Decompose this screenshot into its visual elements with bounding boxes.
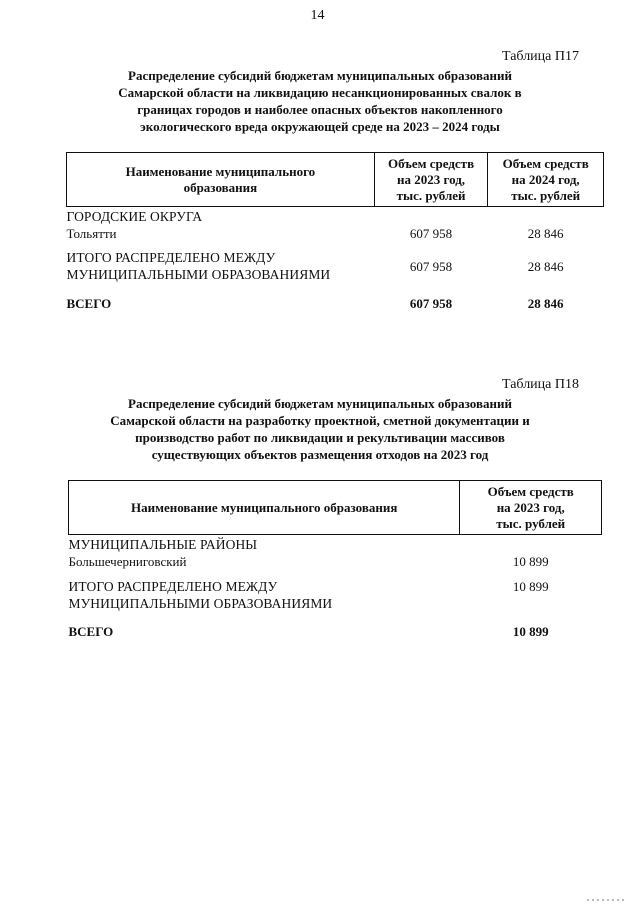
- subtotal-row: [67, 249, 604, 295]
- header-2023: Объем средств на 2023 год, тыс. рублей: [460, 481, 602, 535]
- total-row: [69, 623, 602, 640]
- total-value-2023: 10 899: [512, 624, 549, 639]
- table-row: [69, 553, 602, 578]
- table-title-p18: [60, 395, 580, 463]
- group-row: [67, 207, 604, 226]
- table-title-p17: [60, 67, 580, 135]
- subtotal-value-2024: 28 846: [527, 258, 564, 274]
- title-line: Распределение субсидий бюджетам муниципальных образований: [128, 396, 512, 411]
- total-label: ВСЕГО: [66, 296, 112, 311]
- table-label-p18: Таблица П18: [502, 377, 579, 392]
- row-value-2023: 607 958: [409, 226, 453, 241]
- table-header-row: [69, 481, 602, 535]
- subtotal-value-2023: 10 899: [512, 579, 549, 594]
- title-line: существующих объектов размещения отходов на 2023 год: [151, 447, 489, 462]
- table-p18: [68, 480, 602, 640]
- row-name: Тольятти: [66, 226, 117, 241]
- subtotal-label: ИТОГО РАСПРЕДЕЛЕНО МЕЖДУ МУНИЦИПАЛЬНЫМИ ОБРАЗОВАНИЯМИ: [66, 250, 331, 282]
- total-value-2024: 28 846: [527, 296, 564, 311]
- title-line: экологического вреда окружающей среде на 2023 – 2024 годы: [140, 119, 500, 134]
- table-header-row: [67, 153, 604, 207]
- scan-noise: [587, 899, 627, 901]
- total-label: ВСЕГО: [68, 624, 114, 639]
- row-value-2023: 10 899: [512, 554, 549, 569]
- group-label: ГОРОДСКИЕ ОКРУГА: [66, 209, 203, 224]
- header-name: Наименование муниципального образования: [69, 481, 460, 535]
- title-line: Самарской области на разработку проектной, сметной документации и: [110, 413, 530, 428]
- total-row: [67, 295, 604, 312]
- group-row: [69, 535, 602, 554]
- group-label: МУНИЦИПАЛЬНЫЕ РАЙОНЫ: [68, 537, 258, 552]
- table-p17: [66, 152, 604, 312]
- title-line: производство работ по ликвидации и рекультивации массивов: [135, 430, 505, 445]
- subtotal-row: [69, 578, 602, 623]
- title-line: границах городов и наиболее опасных объектов накопленного: [137, 102, 503, 117]
- title-line: Распределение субсидий бюджетам муниципальных образований: [128, 68, 512, 83]
- page-number: 14: [310, 8, 325, 23]
- header-2024: Объем средств на 2024 год, тыс. рублей: [488, 153, 604, 207]
- header-2023: Объем средств на 2023 год, тыс. рублей: [374, 153, 488, 207]
- row-name: Большечерниговский: [68, 554, 187, 569]
- header-name: Наименование муниципального образования: [67, 153, 375, 207]
- total-value-2023: 607 958: [409, 296, 453, 311]
- subtotal-label: ИТОГО РАСПРЕДЕЛЕНО МЕЖДУ МУНИЦИПАЛЬНЫМИ ОБРАЗОВАНИЯМИ: [68, 579, 333, 611]
- table-label-p17: Таблица П17: [502, 49, 579, 64]
- subtotal-value-2023: 607 958: [409, 258, 453, 274]
- table-row: [67, 225, 604, 249]
- row-value-2024: 28 846: [527, 226, 564, 241]
- title-line: Самарской области на ликвидацию несанкционированных свалок в: [118, 85, 522, 100]
